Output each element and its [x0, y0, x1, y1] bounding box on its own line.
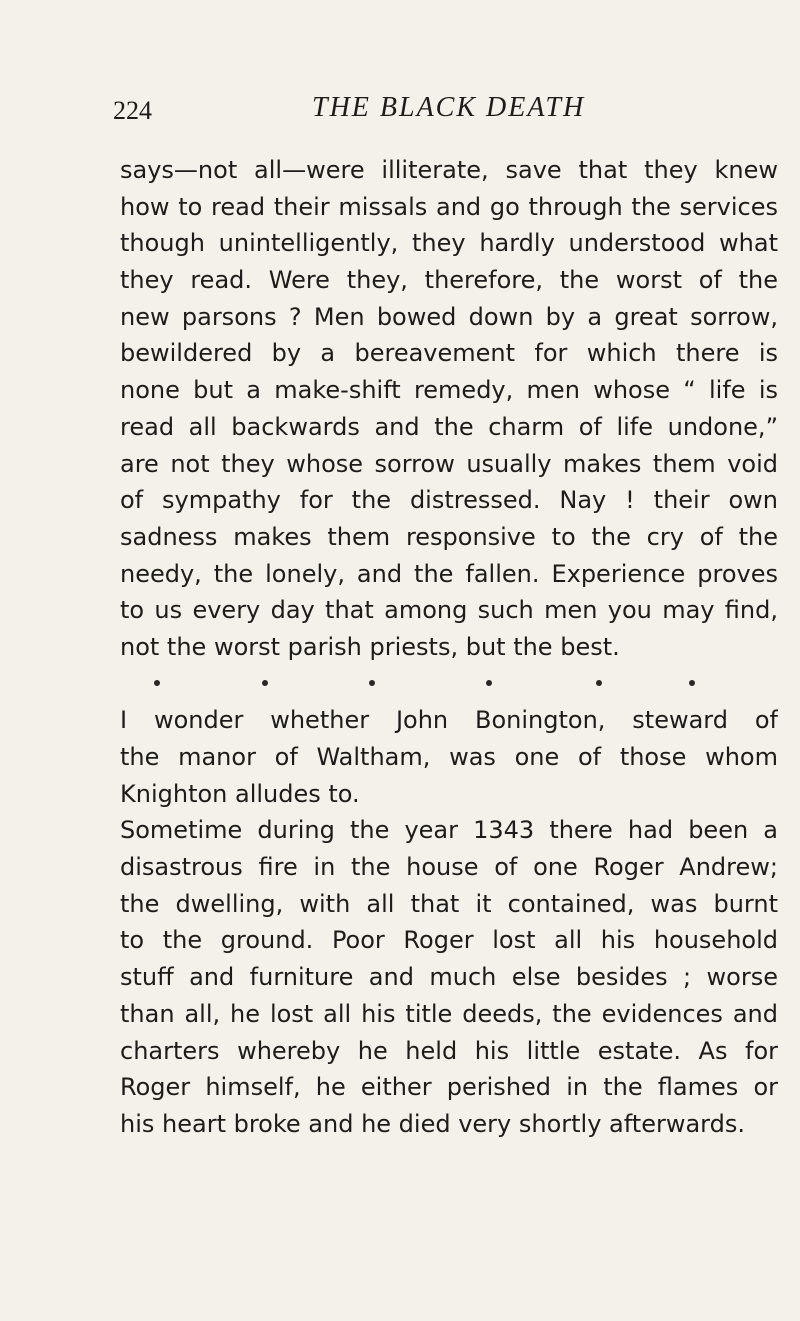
text-line: charters whereby he held his little estate. As for [120, 1036, 778, 1065]
text-line: are not they whose sorrow usually makes them void [120, 449, 778, 478]
text-line: none but a make-shift remedy, men whose “ life is [120, 376, 778, 405]
text-line: read all backwards and the charm of life undone,” [120, 412, 778, 441]
dot [689, 680, 695, 686]
text-line: Knighton alludes to. [120, 779, 360, 808]
text-line: new parsons ? Men bowed down by a great sorrow, [120, 302, 778, 331]
text-line: Sometime during the year 1343 there had been a [120, 816, 778, 845]
text-line: the dwelling, with all that it contained, was burnt [120, 889, 778, 918]
text-line: they read. Were they, therefore, the worst of the [120, 266, 778, 295]
dot [262, 680, 268, 686]
text-line: than all, he lost all his title deeds, the evidences and [120, 999, 778, 1028]
text-line: I wonder whether John Bonington, steward of [120, 706, 778, 735]
text-line: of sympathy for the distressed. Nay ! their own [120, 486, 778, 515]
body-text [120, 152, 778, 1143]
text-line: how to read their missals and go through the services [120, 192, 778, 221]
text-line: bewildered by a bereavement for which there is [120, 339, 778, 368]
dot [154, 680, 160, 686]
text-line: needy, the lonely, and the fallen. Experience proves [120, 559, 778, 588]
text-line: to us every day that among such men you may find, [120, 596, 778, 625]
text-line: stuff and furniture and much else besides ; worse [120, 963, 778, 992]
text-line: sadness makes them responsive to the cry of the [120, 522, 778, 551]
text-line: says—not all—were illiterate, save that they knew [120, 156, 778, 184]
dot [369, 680, 375, 686]
text-line: the manor of Waltham, was one of those whom [120, 743, 778, 771]
text-line: to the ground. Poor Roger lost all his household [120, 926, 778, 955]
text-line: disastrous fire in the house of one Roger Andrew; [120, 853, 778, 882]
text-line: Roger himself, he either perished in the flames or [120, 1073, 778, 1102]
running-head: THE BLACK DEATH [312, 92, 586, 123]
dot [596, 680, 602, 686]
page-number: 224 [113, 96, 152, 125]
section-break-dots [120, 666, 778, 703]
dot [486, 680, 492, 686]
text-line: though unintelligently, they hardly understood what [120, 229, 778, 258]
text-line: not the worst parish priests, but the best. [120, 632, 620, 661]
text-line: his heart broke and he died very shortly afterwards. [120, 1109, 745, 1138]
